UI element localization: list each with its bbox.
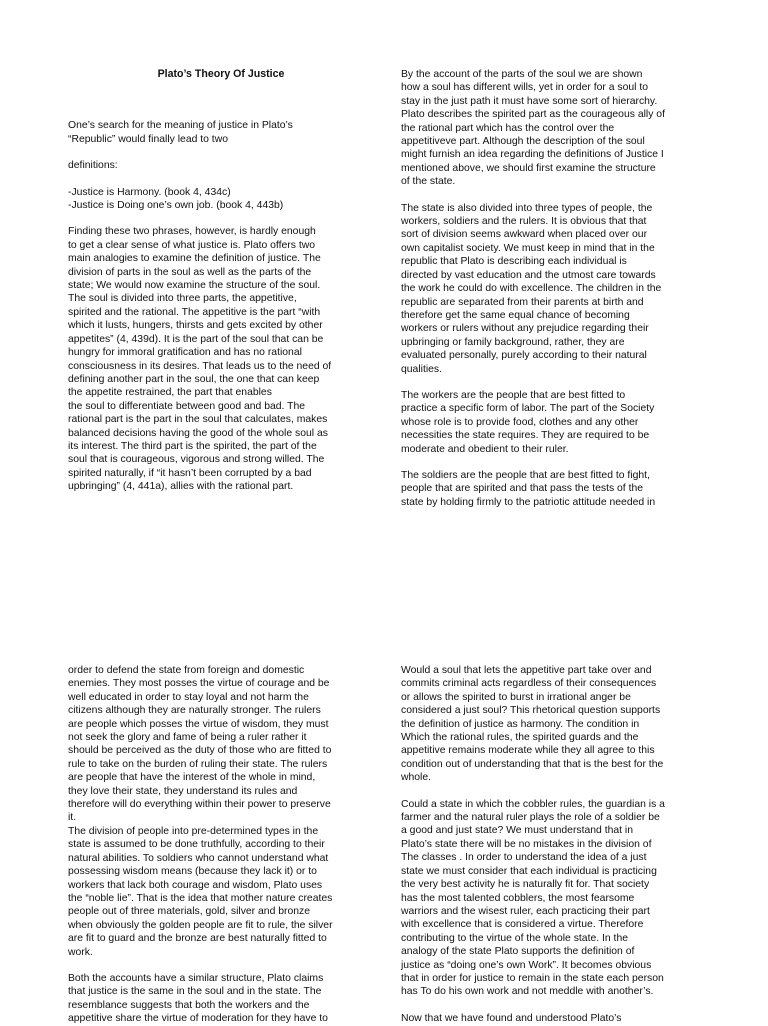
paragraph: By the account of the parts of the soul we are shown how a soul has different wills, yet in order for a soul to stay in the just path it must have some sort of hierarchy. Plato describes the spirited part as the courageous ally of the rational part which has the control over the appetitiveve part. Although the description of the soul might furnish an idea regarding the definitions of Justice I mentioned above, we should first examine the structure of the state.	[401, 69, 665, 188]
paragraph: Now that we have found and understood Plato’s	[401, 1012, 622, 1024]
paragraph: Both the accounts have a similar structure, Plato claims that justice is the same in the soul and in the state. The resemblance suggests that both the workers and the appetitive share the virtue of moderation for they have to	[68, 972, 328, 1025]
paragraph: Would a soul that lets the appetitive part take over and commits criminal acts regardless of their consequences or allows the spirited to burst in irrational anger be considered a just soul? This rhetorical question supports the definition of justice as harmony. The condition in Which the rational rules, the spirited guards and the appetitive remains moderate while they all agree to this condition out of understanding that that is the best for the whole.	[401, 665, 664, 784]
document-title: Plato’s Theory Of Justice	[157, 68, 285, 80]
paragraph: -Justice is Harmony. (book 4, 434c) -Justice is Doing one’s own job. (book 4, 443b)	[68, 186, 284, 212]
top-right-column	[401, 68, 699, 509]
top-left-column	[68, 68, 366, 494]
paragraph: The soldiers are the people that are best fitted to fight, people that are spirited and that pass the tests of the state by holding firmly to the patriotic attitude needed in	[401, 469, 656, 508]
paragraph: The state is also divided into three types of people, the workers, soldiers and the rulers. It is obvious that that sort of division seems awkward when placed over our own capitalist society. We must keep in mind that in the republic that Plato is describing each individual is directed by vast education and the utmost care towards the work he could do with excellence. The children in the republic are separated from their parents at birth and therefore get the same equal chance of becoming workers or rulers without any prejudice regarding their upbringing or family background, rather, they are evaluated personally, purely according to their natural qualities.	[401, 202, 662, 375]
paragraph: Could a state in which the cobbler rules, the guardian is a farmer and the natural ruler plays the role of a soldier be a good and just state? We must understand that in Plato’s state there will be no mistakes in the division of The classes . In order to understand the idea of a just state we must consider that each individual is practicing the very best activity he is naturally fit for. That society has the most talented cobblers, the most fearsome warriors and the wisest ruler, each practicing their part with excellence that is considered a virtue. Therefore contributing to the virtue of the whole state. In the analogy of the state Plato supports the definition of justice as “doing one’s own Work”. It becomes obvious that in order for justice to remain in the state each person has To do his own work and not meddle with another’s.	[401, 798, 665, 998]
paragraph: One’s search for the meaning of justice in Plato’s “Republic” would finally lead to two	[68, 120, 293, 145]
bottom-left-column	[68, 664, 366, 1026]
paragraph: The workers are the people that are best fitted to practice a specific form of labor. The part of the Society whose role is to provide food, clothes and any other necessities the state requires. They are required to be moderate and obedient to their ruler.	[401, 389, 655, 455]
paragraph: order to defend the state from foreign and domestic enemies. They most posses the virtue of courage and be well educated in order to stay loyal and not harm the citizens although they are naturally stronger. The rulers are people which posses the virtue of wisdom, they must not seek the glory and fame of being a ruler rather it should be perceived as the duty of those who are fitted to rule to take on the burden of ruling their state. The rulers are people that have the interest of the whole in mind, they love their state, they understand its rules and therefore will do everything within their power to preserve it. The division of people into pre-determined types in the state is assumed to be done truthfully, according to their natural abilities. To soldiers who cannot understand what possessing wisdom means (because they lack it) or to workers that lack both courage and wisdom, Plato uses the “noble lie”. That is the idea that mother nature creates people out of three materials, gold, silver and bronze when obviously the golden people are fit to rule, the silver are fit to guard and the bronze are best naturally fitted to work.	[68, 665, 333, 958]
bottom-right-column	[401, 664, 699, 1025]
paragraph: definitions:	[68, 160, 118, 172]
paragraph: Finding these two phrases, however, is hardly enough to get a clear sense of what justice is. Plato offers two main analogies to examine the definition of justice. The division of parts in the soul as well as the parts of the state; We would now examine the structure of the soul. The soul is divided into three parts, the appetitive, spirited and the rational. The appetitive is the part “with which it lusts, hungers, thirsts and gets excited by other appetites” (4, 439d). It is the part of the soul that can be hungry for immoral gratification and has no rational consciousness in its desires. That leads us to the need of defining another part in the soul, the one that can keep the appetite restrained, the part that enables the soul to differentiate between good and bad. The rational part is the part in the soul that calculates, makes balanced decisions having the good of the whole soul as its interest. The third part is the spirited, the part of the soul that is courageous, vigorous and strong willed. The spirited naturally, if “it hasn’t been corrupted by a bad upbringing” (4, 441a), allies with the rational part.	[68, 226, 332, 493]
